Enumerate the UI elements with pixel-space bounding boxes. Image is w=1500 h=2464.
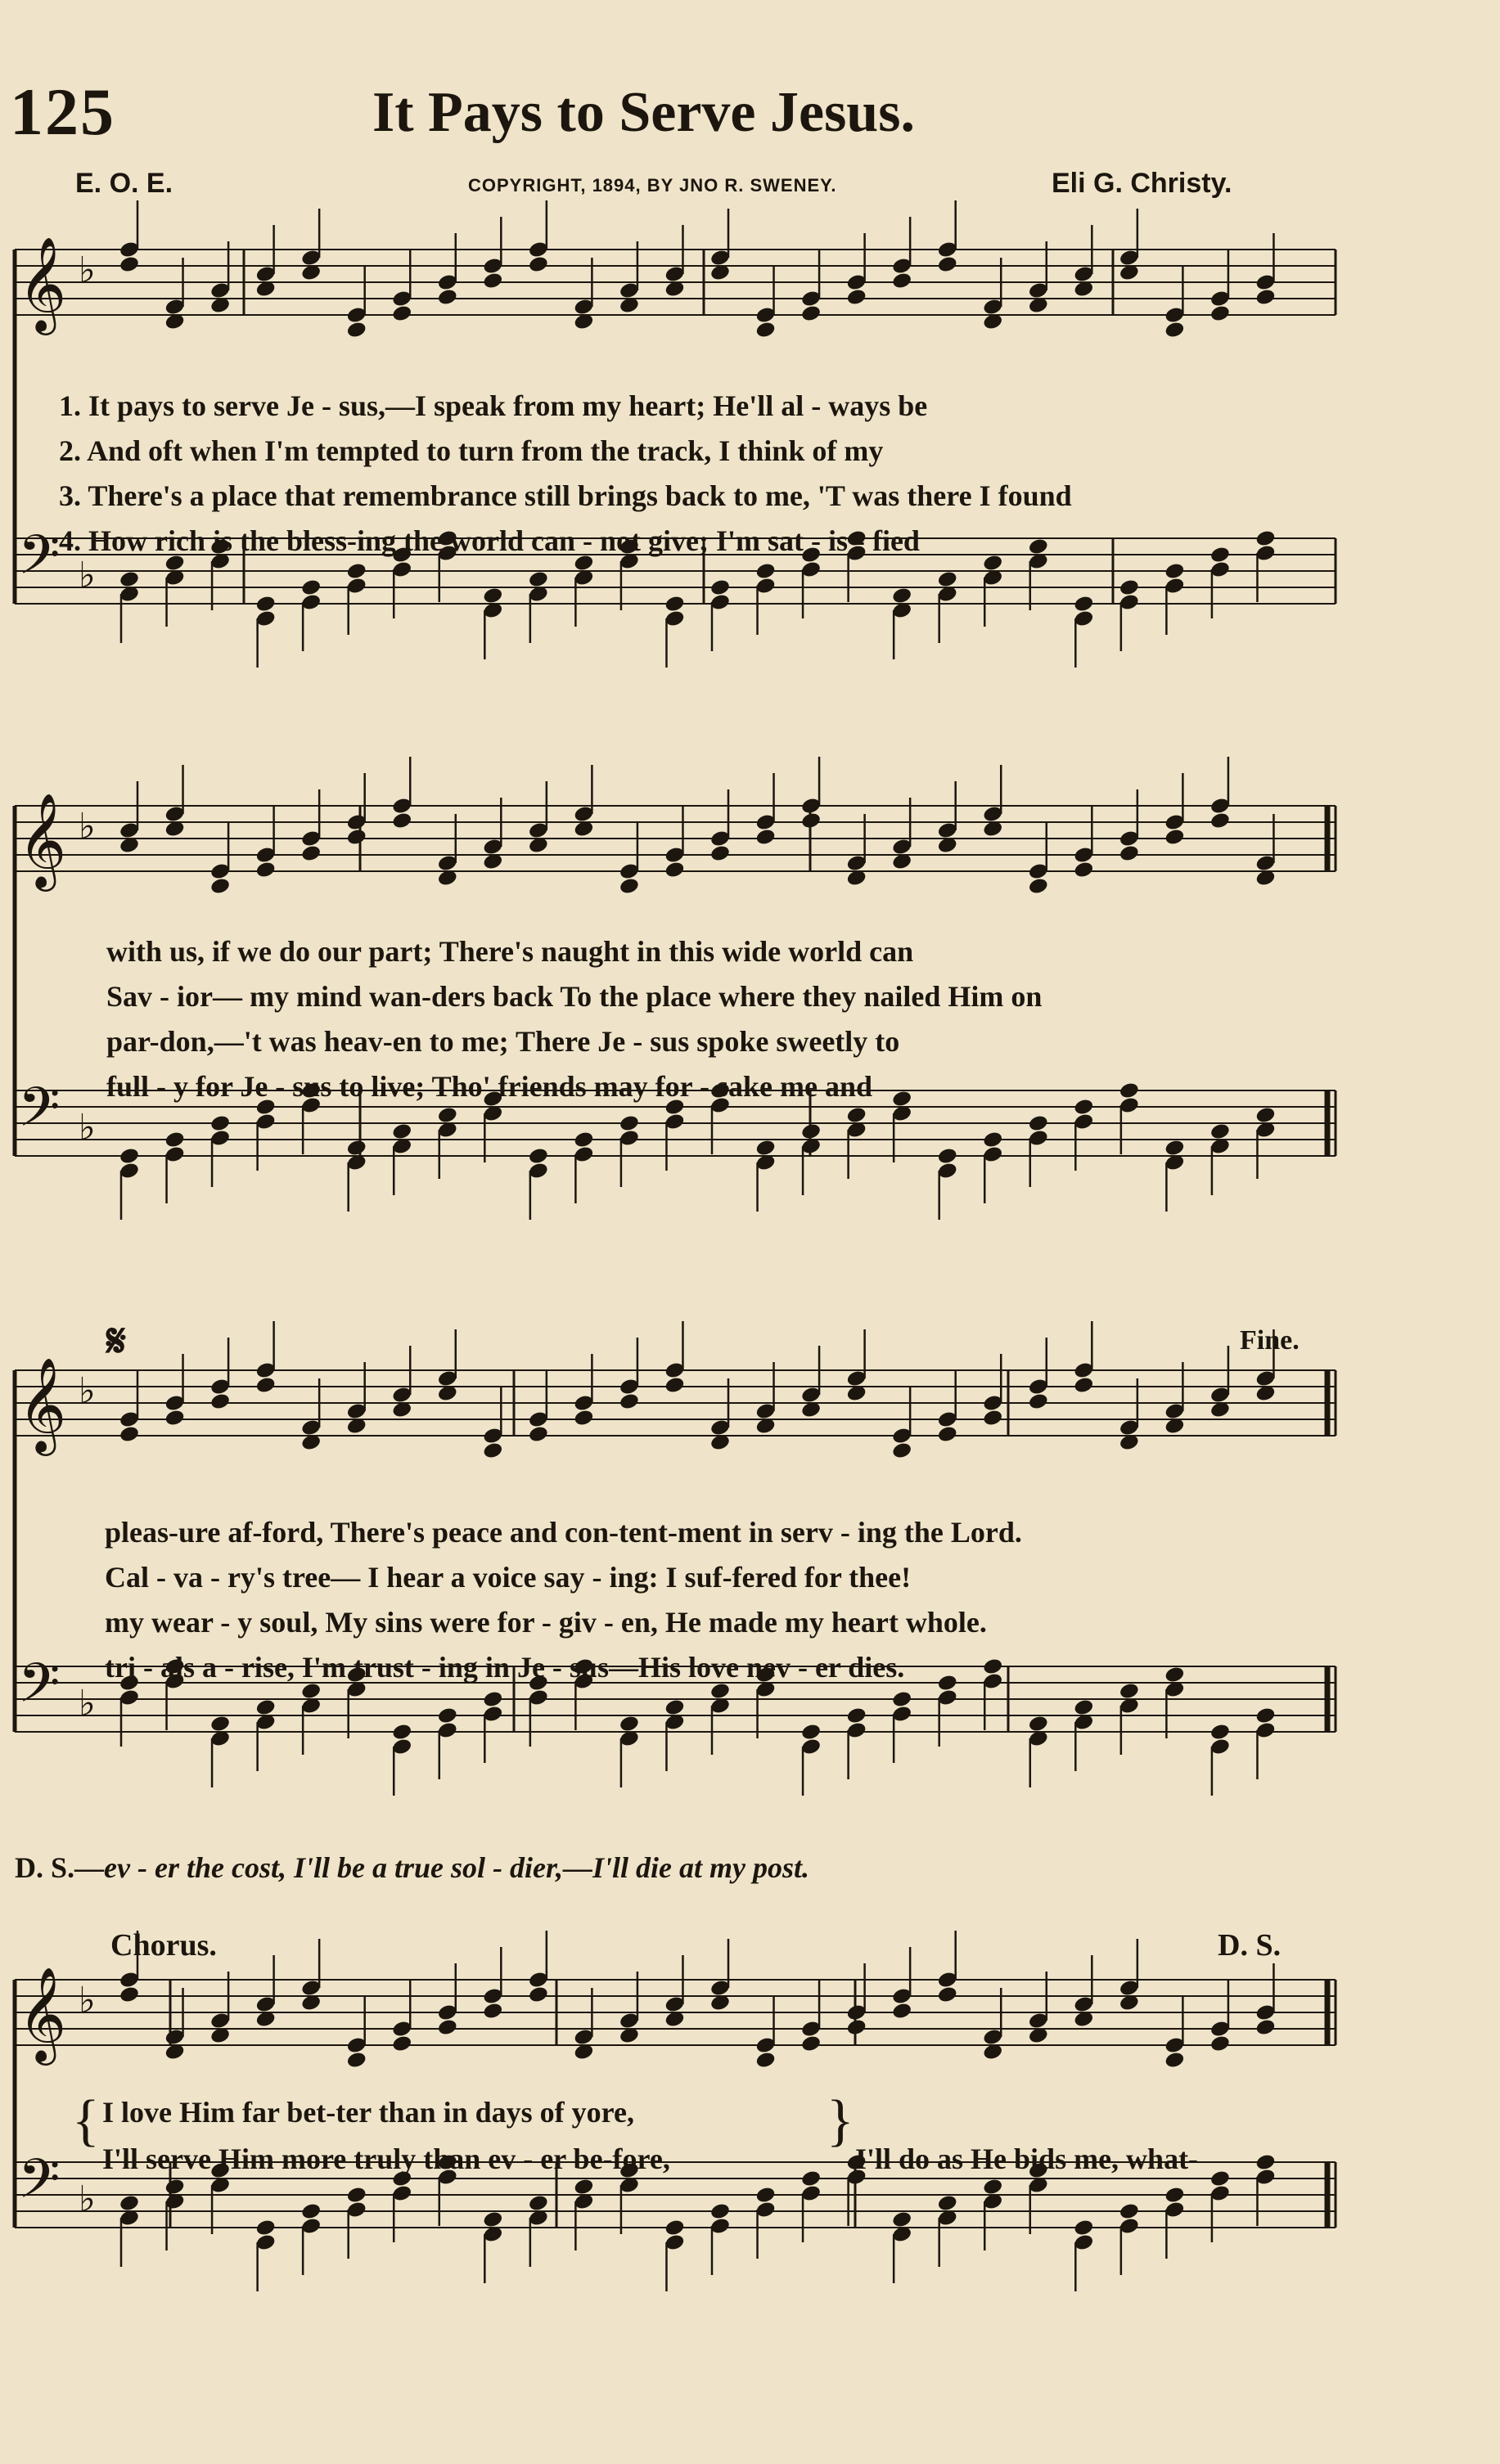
note-head [1255, 2018, 1276, 2037]
note-head [1164, 828, 1185, 847]
note-head [482, 2210, 503, 2229]
note-head [1209, 1723, 1231, 1742]
ds-text: ev - er the cost, I'll be a true sol - dier,—I'll die at my post. [104, 1851, 809, 1884]
note-head [437, 2018, 458, 2037]
note-head [437, 1106, 458, 1125]
note-head [937, 255, 958, 274]
system3-verse4: tri - als a - rise, I'm trust - ing in Je - sus—His love nev - er dies. [105, 1651, 905, 1684]
note-head [982, 1657, 1003, 1676]
note-head [800, 1723, 822, 1742]
note-head [755, 562, 776, 581]
note-head [846, 288, 867, 307]
note-head [346, 562, 367, 581]
system3-verse1: pleas-ure af-ford, There's peace and con-tent-ment in serv - ing the Lord. [105, 1516, 1022, 1549]
note-head [1209, 1122, 1231, 1141]
note-head [391, 1723, 412, 1742]
chorus-label: Chorus. [110, 1928, 217, 1963]
ds-lead: D. S.— [15, 1851, 105, 1884]
note-head [119, 570, 140, 589]
note-head [1255, 1706, 1276, 1725]
bass-clef: 𝄢 [18, 1652, 61, 1728]
note-head [800, 304, 822, 323]
key-flat: ♭ [79, 806, 96, 848]
hymn-number: 125 [10, 74, 115, 149]
note-head [846, 2018, 867, 2037]
note-head [982, 1131, 1003, 1149]
system1-verse1: 1. It pays to serve Je - sus,—I speak from my heart; He'll al - ways be [59, 389, 928, 422]
note-head [255, 861, 277, 879]
note-head [709, 844, 731, 863]
note-head [528, 570, 549, 589]
system3-verse3: my wear - y soul, My sins were for - giv - en, He made my heart whole. [105, 1606, 987, 1639]
note-head [1255, 1106, 1276, 1125]
note-head [482, 272, 503, 290]
note-head [755, 1139, 776, 1158]
note-head [755, 828, 776, 847]
chorus-tail: I'll do as He bids me, what- [855, 2143, 1199, 2175]
chorus-left-brace: { [72, 2089, 100, 2152]
note-head [528, 2194, 549, 2213]
note-head [937, 1674, 958, 1693]
note-head [437, 1706, 458, 1725]
note-head [937, 1985, 958, 2004]
bass-clef: 𝄢 [18, 1076, 61, 1152]
treble-clef: 𝄞 [18, 1966, 67, 2062]
system2-verse4: full - y for Je - sus to live; Tho' friends may for - sake me and [106, 1070, 872, 1103]
note-head [119, 1985, 140, 2004]
note-head [1164, 562, 1185, 581]
note-head [255, 1698, 277, 1717]
chorus-line2: I'll serve Him more truly than ev - er be-fore, [102, 2143, 670, 2175]
key-flat: ♭ [79, 1980, 96, 2021]
note-head [209, 1715, 231, 1733]
note-head [664, 2219, 685, 2237]
note-head [1028, 537, 1049, 556]
treble-clef: 𝄞 [18, 236, 67, 331]
note-head [300, 844, 322, 863]
note-head [937, 1147, 958, 1166]
note-head [1119, 2202, 1140, 2221]
note-head [891, 2210, 912, 2229]
note-head [300, 2202, 322, 2221]
note-head [664, 861, 685, 879]
note-head [800, 812, 822, 830]
note-head [119, 255, 140, 274]
note-head [528, 1147, 549, 1166]
note-head [619, 1392, 640, 1411]
note-head [164, 1409, 185, 1428]
note-head [119, 2194, 140, 2213]
note-head [164, 2178, 185, 2196]
note-head [482, 1441, 503, 1460]
note-head [255, 1376, 277, 1395]
note-head [619, 877, 640, 896]
note-head [255, 595, 277, 614]
author-credit: Eli G. Christy. [1052, 168, 1232, 199]
note-head [800, 1122, 822, 1141]
ds-lyric-line [15, 1850, 809, 1885]
note-head [391, 304, 412, 323]
note-head [1209, 304, 1231, 323]
note-head [891, 272, 912, 290]
note-head [391, 1122, 412, 1141]
note-head [1119, 1081, 1140, 1100]
note-head [209, 1114, 231, 1133]
note-head [1028, 1114, 1049, 1133]
note-head [1164, 1139, 1185, 1158]
system2-verse3: par-don,—'t was heav-en to me; There Je - sus spoke sweetly to [106, 1025, 900, 1058]
note-head [755, 321, 776, 339]
note-head [1028, 1715, 1049, 1733]
note-head [709, 1682, 731, 1701]
note-head [391, 812, 412, 830]
note-head [1255, 529, 1276, 548]
note-head [528, 1425, 549, 1444]
note-head [1073, 861, 1094, 879]
note-head [937, 1425, 958, 1444]
note-head [346, 2051, 367, 2070]
copyright-notice: COPYRIGHT, 1894, BY JNO R. SWENEY. [468, 175, 837, 196]
note-head [164, 1131, 185, 1149]
system2-verse1: with us, if we do our part; There's naught in this wide world can [106, 935, 914, 968]
note-head [891, 1690, 912, 1709]
note-head [300, 1682, 322, 1701]
key-flat: ♭ [79, 555, 96, 596]
note-head [1164, 1666, 1185, 1684]
note-head [1119, 844, 1140, 863]
chorus-line1: I love Him far bet-ter than in days of yore, [102, 2096, 634, 2129]
note-head [482, 2002, 503, 2021]
note-head [119, 1425, 140, 1444]
note-head [982, 2178, 1003, 2196]
bass-clef: 𝄢 [18, 2147, 61, 2223]
note-head [573, 1409, 594, 1428]
key-flat: ♭ [79, 2178, 96, 2220]
note-head [1028, 1392, 1049, 1411]
ds-mark: D. S. [1218, 1928, 1282, 1963]
fine-mark: Fine. [1240, 1325, 1300, 1356]
note-head [528, 1985, 549, 2004]
note-head [255, 2219, 277, 2237]
note-head [800, 2169, 822, 2188]
note-head [664, 1698, 685, 1717]
note-head [1073, 1698, 1094, 1717]
note-head [1073, 2219, 1094, 2237]
note-head [482, 587, 503, 605]
system3-verse2: Cal - va - ry's tree— I hear a voice say - ing: I suf-fered for thee! [105, 1561, 912, 1594]
note-head [209, 877, 231, 896]
note-head [619, 1114, 640, 1133]
chorus-right-brace: } [827, 2089, 854, 2152]
note-head [391, 2035, 412, 2053]
note-head [1164, 2051, 1185, 2070]
note-head [119, 1147, 140, 1166]
note-head [1164, 321, 1185, 339]
note-head [1073, 1098, 1094, 1117]
note-head [1164, 2186, 1185, 2205]
system1-verse4: 4. How rich is the bless-ing the world can - not give; I'm sat - is - fied [59, 524, 920, 557]
hymn-title: It Pays to Serve Jesus. [372, 81, 915, 144]
note-head [982, 554, 1003, 573]
note-head [891, 2002, 912, 2021]
key-flat: ♭ [79, 1107, 96, 1149]
treble-clef: 𝄞 [18, 792, 67, 888]
note-head [619, 1715, 640, 1733]
note-head [437, 288, 458, 307]
treble-clef: 𝄞 [18, 1356, 67, 1452]
note-head [1209, 2169, 1231, 2188]
note-head [346, 828, 367, 847]
note-head [482, 1690, 503, 1709]
note-head [1209, 812, 1231, 830]
note-head [346, 2186, 367, 2205]
note-head [1255, 288, 1276, 307]
note-head [709, 578, 731, 597]
key-flat: ♭ [79, 1683, 96, 1724]
note-head [346, 321, 367, 339]
note-head [982, 1409, 1003, 1428]
note-head [937, 2194, 958, 2213]
note-head [1209, 546, 1231, 564]
segno-mark: 𝄋 [106, 1316, 127, 1367]
system2-verse2: Sav - ior— my mind wan-ders back To the place where they nailed Him on [106, 980, 1043, 1013]
note-head [664, 595, 685, 614]
note-head [1209, 2035, 1231, 2053]
note-head [1073, 1376, 1094, 1395]
note-head [300, 578, 322, 597]
note-head [573, 1131, 594, 1149]
note-head [937, 570, 958, 589]
note-head [346, 1139, 367, 1158]
note-head [1119, 578, 1140, 597]
note-head [846, 1706, 867, 1725]
note-head [891, 587, 912, 605]
note-head [755, 2186, 776, 2205]
note-head [891, 1441, 912, 1460]
note-head [1255, 2153, 1276, 2172]
note-head [209, 1392, 231, 1411]
system1-verse2: 2. And oft when I'm tempted to turn from the track, I think of my [59, 434, 884, 467]
composer-initials: E. O. E. [75, 168, 173, 199]
note-head [709, 2202, 731, 2221]
note-head [664, 1376, 685, 1395]
note-head [1073, 595, 1094, 614]
note-head [846, 1106, 867, 1125]
key-flat: ♭ [79, 250, 96, 291]
system1-verse3: 3. There's a place that remembrance still brings back to me, 'T was there I found [59, 479, 1072, 512]
note-head [1119, 1682, 1140, 1701]
note-head [1028, 877, 1049, 896]
bass-clef: 𝄢 [18, 524, 61, 600]
note-head [755, 2051, 776, 2070]
key-flat: ♭ [79, 1370, 96, 1412]
note-head [891, 1090, 912, 1108]
note-head [800, 2035, 822, 2053]
note-head [573, 2178, 594, 2196]
note-head [528, 255, 549, 274]
